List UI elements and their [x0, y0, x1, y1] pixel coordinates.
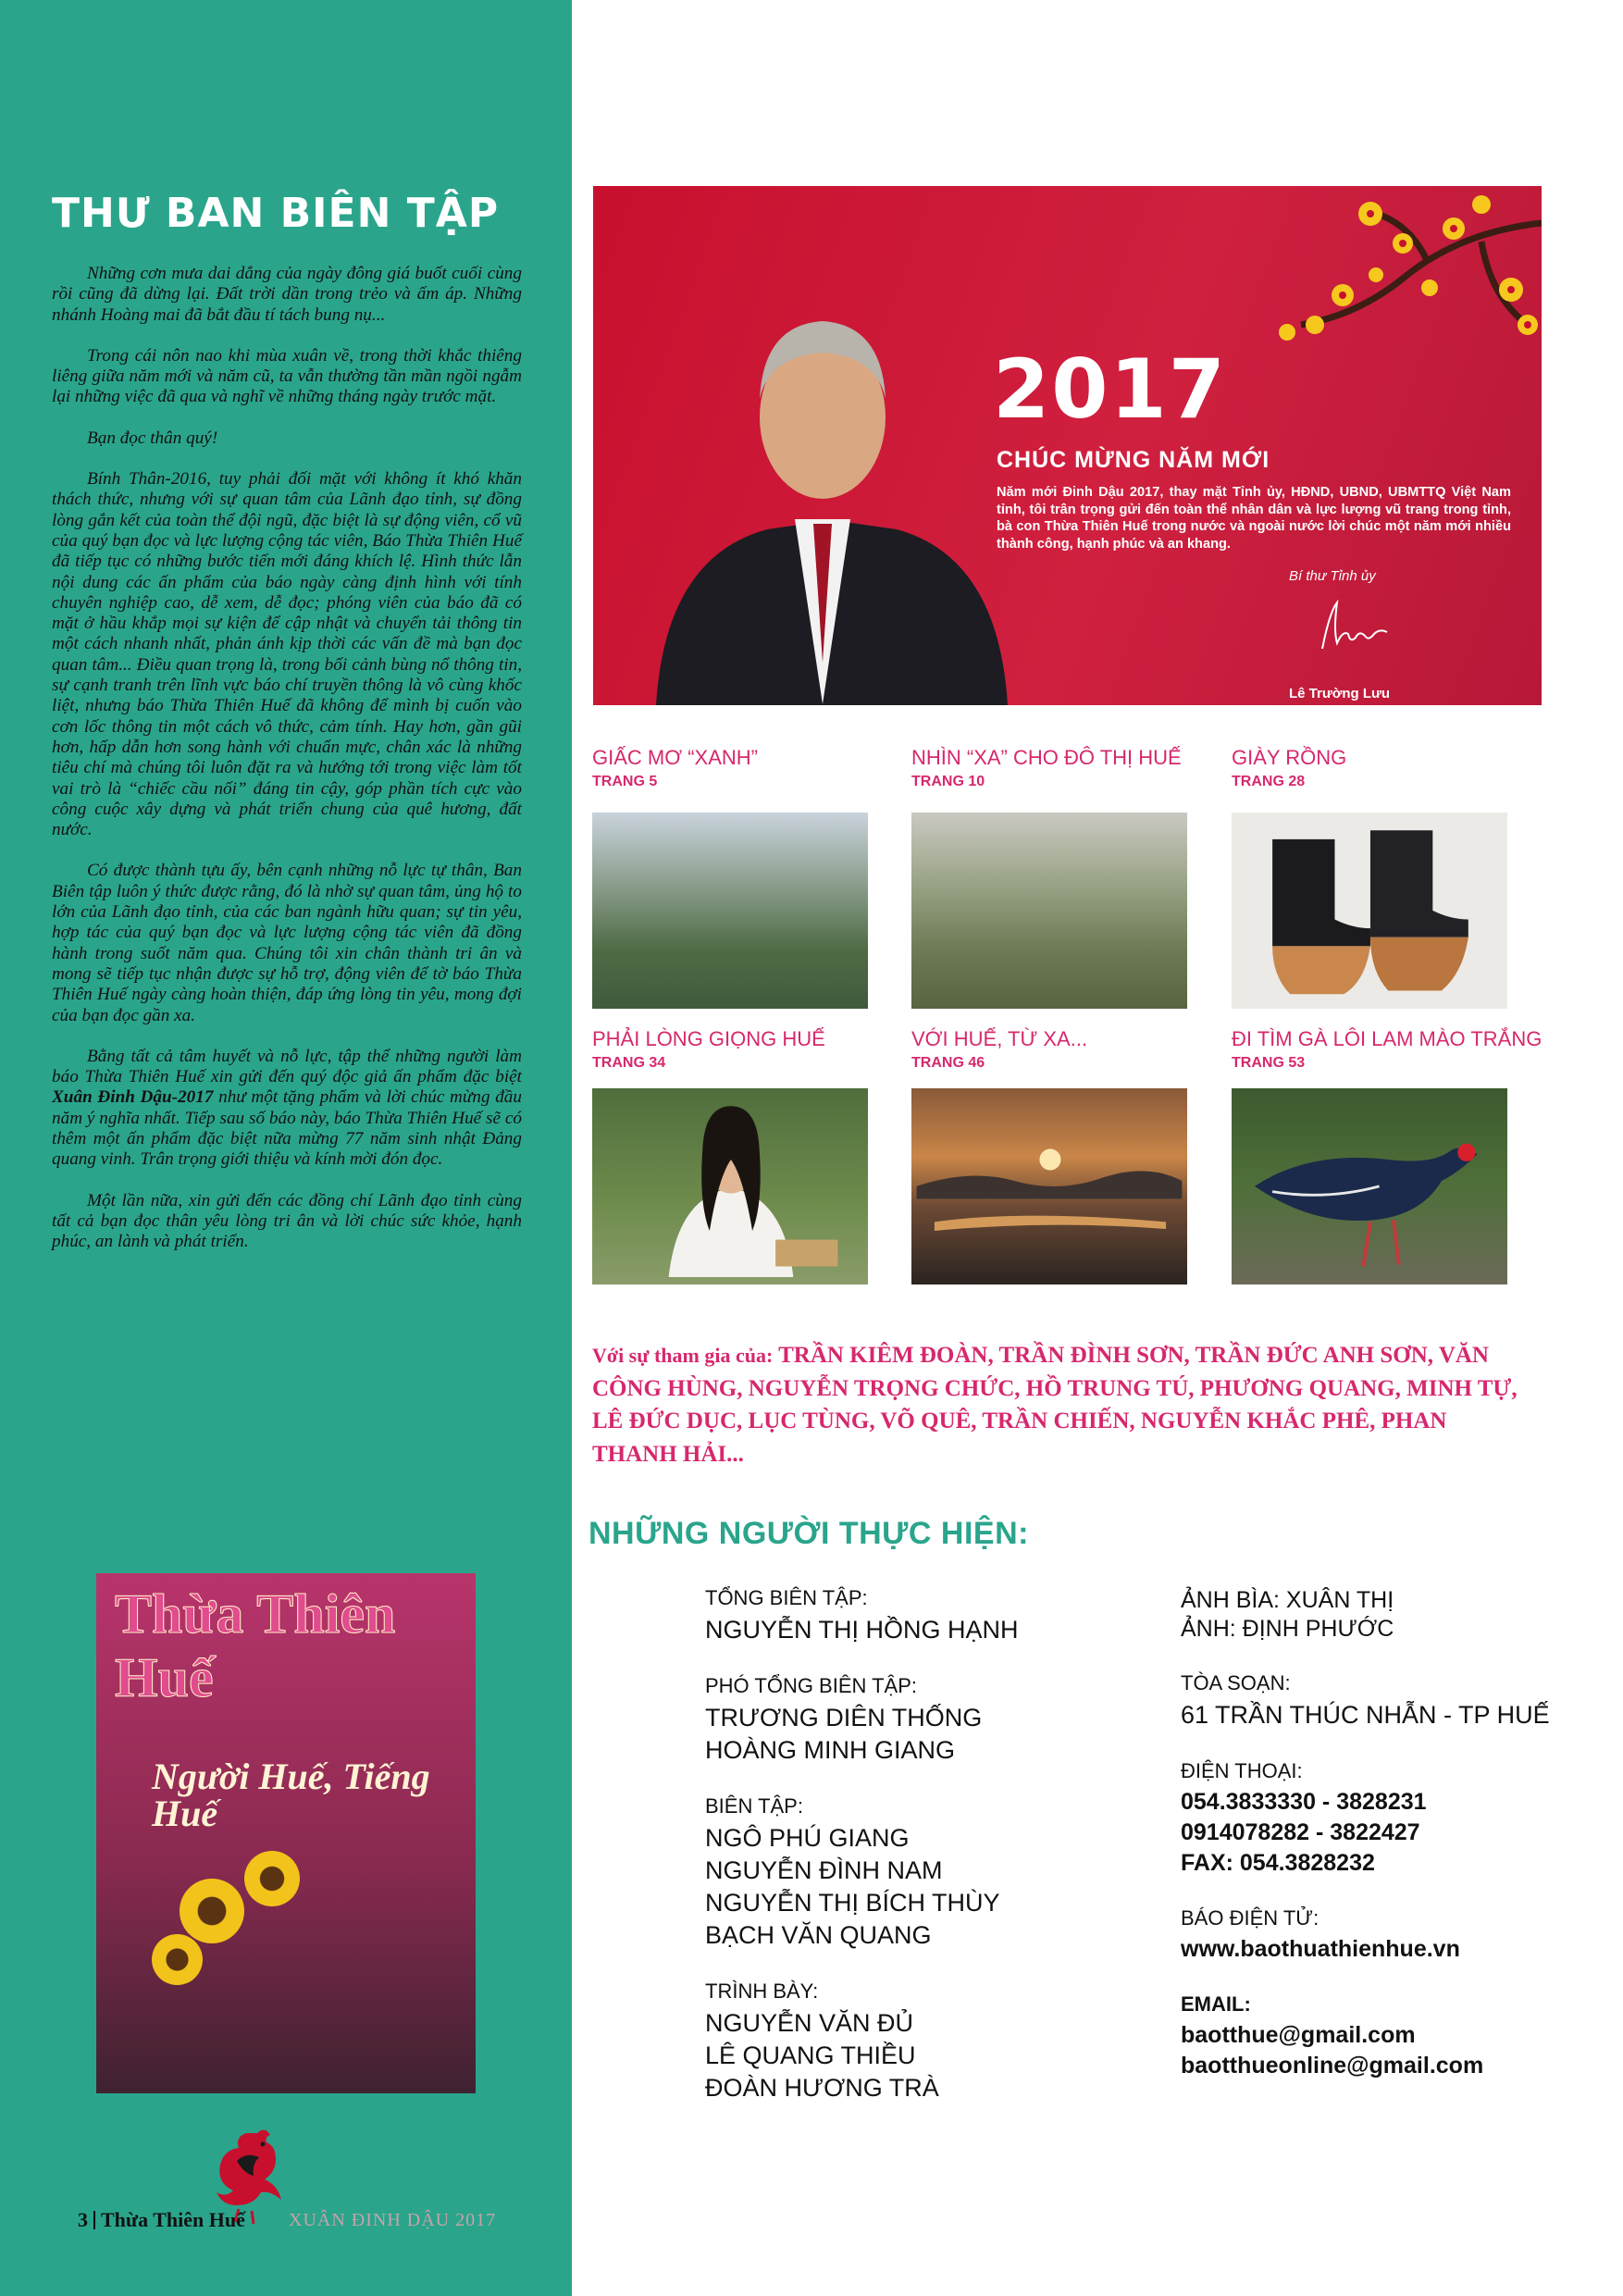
phone-number: 054.3833330 - 3828231	[1181, 1789, 1427, 1815]
letter-signoff: BAN BIÊN TẬP	[1385, 1525, 1551, 1553]
contents-title: GIẤC MƠ “XANH”	[592, 746, 758, 769]
credit-name: NGUYỄN VĂN ĐỦ	[705, 2009, 914, 2037]
letter-paragraph: Trong cái nôn nao khi mùa xuân về, trong thời khắc thiêng liêng giữa năm mới và năm cũ, ta vẫn thường tần mần ngồi ngẫm lại những việc đã qua và nghĩ về những tháng ngày trước mặt.	[52, 345, 522, 407]
footer-publication: Thừa Thiên Huế	[101, 2208, 245, 2231]
cover-masthead: Thừa Thiên Huế	[115, 1583, 396, 1708]
contributors-lead: Với sự tham gia của:	[592, 1344, 774, 1367]
dragon-shoes-photo	[1232, 813, 1507, 1009]
staff-left-column	[705, 1586, 1140, 2132]
credit-label: BÁO ĐIỆN TỬ:	[1181, 1906, 1319, 1930]
footer-issue: XUÂN ĐINH DẬU 2017	[289, 2210, 497, 2230]
letter-body	[52, 264, 522, 1272]
official-portrait	[628, 242, 1017, 705]
contents-item	[592, 1027, 825, 1072]
citadel-aerial-photo	[592, 813, 868, 1009]
apricot-blossom-graphic	[1148, 186, 1542, 491]
letter-paragraph: Một lần nữa, xin gửi đến các đồng chí Lãnh đạo tỉnh cùng tất cả bạn đọc thân yêu lòng tri ân và lời chúc sức khỏe, hạnh phúc, an lành và phát triển.	[52, 1190, 522, 1252]
credit-label: ĐIỆN THOẠI:	[1181, 1759, 1303, 1782]
credit-label: TRÌNH BÀY:	[705, 1980, 819, 2003]
cover-headline: Người Huế, Tiếng Huế	[152, 1756, 430, 1834]
letter-paragraph: Bạn đọc thân quý!	[87, 428, 218, 448]
credit-deputy-editors	[705, 1674, 1140, 1767]
credit-name: TRƯƠNG DIÊN THỐNG	[705, 1704, 983, 1731]
contents-page: TRANG 5	[592, 774, 658, 789]
credit-label: EMAIL:	[1181, 1992, 1251, 2016]
credit-photos	[1181, 1586, 1588, 1644]
website-url: www.baothuathienhue.vn	[1181, 1936, 1460, 1962]
credit-label: BIÊN TẬP:	[705, 1794, 803, 1818]
credit-label: TÒA SOẠN:	[1181, 1671, 1291, 1694]
letter-title: THƯ BAN BIÊN TẬP	[52, 190, 500, 237]
letter-paragraph: Có được thành tựu ấy, bên cạnh những nỗ lực tự thân, Ban Biên tập luôn ý thức được rằng, đó là nhờ sự quan tâm, ủng hộ to lớn của Lãnh đạo tỉnh, của các ban ngành hữu quan; sự tin yêu, hợp tác của quý bạn đọc và lực lượng cộng tác viên đã đồng hành trong suốt năm qua. Chúng tôi xin chân thành tri ân và mong sẽ tiếp tục nhận được sự hỗ trợ, động viên để tờ báo Thừa Thiên Huế ngày càng hoàn thiện, đáp ứng lòng tin yêu, mong đợi của bạn đọc gần xa.	[52, 861, 522, 1025]
banner-year: 2017	[993, 341, 1227, 437]
staff-right-column	[1181, 1586, 1588, 2109]
credit-editors	[705, 1794, 1140, 1952]
credit-cover-photo: ẢNH BÌA: XUÂN THỊ	[1181, 1587, 1394, 1613]
new-year-banner	[593, 186, 1542, 705]
credit-name: NGÔ PHÚ GIANG	[705, 1824, 910, 1852]
contributors	[592, 1339, 1536, 1471]
banner-message: Năm mới Đinh Dậu 2017, thay mặt Tỉnh ủy, HĐND, UBND, UBMTTQ Việt Nam tỉnh, tôi trân trọng gửi đến toàn thể nhân dân và lực lượng vũ trang trong tỉnh, bà con Thừa Thiên Huế trong nước và ngoài nước lời chúc một năm mới nhiều thành công, hạnh phúc và an khang.	[997, 485, 1511, 552]
contents-page: TRANG 28	[1232, 774, 1306, 789]
letter-paragraph: Những cơn mưa dai dẳng của ngày đông giá buốt cuối cùng rồi cũng đã dừng lại. Đất trời dần trong trẻo và ấm áp. Những nhánh Hoàng mai đã bắt đầu tí tách bung nụ...	[52, 264, 522, 325]
credit-name: NGUYỄN ĐÌNH NAM	[705, 1856, 943, 1884]
issue-name: Xuân Đinh Dậu-2017	[52, 1087, 214, 1108]
credit-website	[1181, 1906, 1588, 1965]
signer-name: Lê Trường Lưu	[1289, 686, 1391, 701]
contents-page: TRANG 10	[911, 774, 985, 789]
river-sunset-photo	[911, 1088, 1187, 1285]
contents-item	[911, 1027, 1087, 1072]
credit-label: PHÓ TỔNG BIÊN TẬP:	[705, 1674, 918, 1697]
contributors-names: TRẦN KIÊM ĐOÀN, TRẦN ĐÌNH SƠN, TRẦN ĐỨC ANH SƠN, VĂN CÔNG HÙNG, NGUYỄN TRỌNG CHỨC, HỒ TRUNG TÚ, PHƯƠNG QUANG, MINH TỰ, LÊ ĐỨC DỤC, LỤC TÙNG, VÕ QUÊ, TRẦN CHIẾN, NGUYỄN KHẮC PHÊ, PHAN THANH HẢI...	[592, 1343, 1518, 1467]
sunflower-graphic	[180, 1879, 244, 1943]
contents-title: GIÀY RỒNG	[1232, 746, 1347, 769]
contents-page: TRANG 46	[911, 1055, 985, 1071]
contents-page: TRANG 53	[1232, 1055, 1306, 1071]
credit-editor-in-chief	[705, 1586, 1140, 1646]
contents-title: NHÌN “XA” CHO ĐÔ THỊ HUẾ	[911, 746, 1182, 769]
city-aerial-photo	[911, 813, 1187, 1009]
letter-paragraph: Bằng tất cả tâm huyết và nỗ lực, tập thể những người làm báo Thừa Thiên Huế xin gửi đến quý độc giả ấn phẩm đặc biệt Xuân Đinh Dậu-2017 như một tặng phẩm và lời chúc mừng đầu năm ý nghĩa nhất. Tiếp sau số báo này, báo Thừa Thiên Huế sẽ có thêm một ấn phẩm đặc biệt nữa mừng 77 năm sinh nhật Đảng quang vinh. Trân trọng giới thiệu và kính mời đón đọc.	[52, 1046, 522, 1170]
contents-page: TRANG 34	[592, 1055, 666, 1071]
credit-phone	[1181, 1759, 1588, 1879]
staff-heading: NHỮNG NGƯỜI THỰC HIỆN:	[588, 1516, 1029, 1551]
credit-email	[1181, 1992, 1588, 2081]
office-address: 61 TRẦN THÚC NHẪN - TP HUẾ	[1181, 1701, 1550, 1729]
credit-label: TỔNG BIÊN TẬP:	[705, 1586, 868, 1609]
email-address: baotthue@gmail.com	[1181, 2022, 1416, 2048]
email-address: baotthueonline@gmail.com	[1181, 2053, 1484, 2079]
sunflower-graphic	[244, 1851, 300, 1906]
page-number: 3	[78, 2208, 88, 2231]
contents-item	[911, 746, 1182, 790]
banner-greeting: CHÚC MỪNG NĂM MỚI	[997, 447, 1270, 473]
contents-title: ĐI TÌM GÀ LÔI LAM MÀO TRẮNG	[1232, 1027, 1542, 1050]
handwritten-signature	[1317, 593, 1391, 658]
credit-name: LÊ QUANG THIỀU	[705, 2042, 916, 2069]
sunflower-graphic	[152, 1934, 203, 1985]
signer-role: Bí thư Tỉnh ủy	[1289, 568, 1376, 584]
contents-title: VỚI HUẾ, TỪ XA...	[911, 1027, 1088, 1050]
fax-number: FAX: 054.3828232	[1181, 1850, 1375, 1876]
contents-item	[592, 746, 758, 790]
credit-office	[1181, 1671, 1588, 1731]
pheasant-photo	[1232, 1088, 1507, 1285]
letter-paragraph: Bính Thân-2016, tuy phải đối mặt với không ít khó khăn thách thức, nhưng với sự quan tâm của Lãnh đạo tỉnh, sự đồng lòng gắn kết của toàn thể đội ngũ, đặc biệt là sự động viên, cổ vũ của quý bạn đọc và lực lượng cộng tác viên, Báo Thừa Thiên Huế đã tiếp tục có những bước tiến mới đáng khích lệ. Hình thức lẫn nội dung các ấn phẩm của báo ngày càng định hình với tính chuyên nghiệp cao, dễ xem, dễ đọc; phóng viên của báo đã có mặt ở hầu khắp mọi sự kiện để cập nhật và chuyển tải thông tin một cách nhanh nhất, phản ánh kịp thời các vấn đề mà bạn đọc quan tâm... Điều quan trọng là, trong bối cảnh bùng nổ thông tin, sự cạnh tranh trên lĩnh vực báo chí truyền thông là vô cùng khốc liệt, nhưng báo Thừa Thiên Huế đã không để mình bị cuốn vào cơn lốc thông tin một cách vô thức, cảm tính. Hay hơn, gần gũi hơn, hấp dẫn hơn song hành với chuẩn mực, chân xác là những tiêu chí mà chúng tôi luôn đặt ra và hướng tới trong việc làm tốt vai trò là “chiếc cầu nối” đáng tin cậy, góp phần tích cực vào công cuộc xây dựng và phát triển chung của quê hương, đất nước.	[52, 469, 522, 840]
magazine-cover	[96, 1573, 476, 2093]
contents-title: PHẢI LÒNG GIỌNG HUẾ	[592, 1027, 825, 1050]
credit-designers	[705, 1980, 1140, 2104]
credit-name: NGUYỄN THỊ BÍCH THÙY	[705, 1889, 1000, 1917]
credit-name: BẠCH VĂN QUANG	[705, 1921, 932, 1949]
page-footer	[78, 2208, 245, 2232]
credit-name: ĐOÀN HƯƠNG TRÀ	[705, 2074, 939, 2102]
credit-name: NGUYỄN THỊ HỒNG HẠNH	[705, 1616, 1019, 1644]
ao-dai-portrait-photo	[592, 1088, 868, 1285]
phone-number: 0914078282 - 3822427	[1181, 1819, 1420, 1845]
credit-photographer: ẢNH: ĐỊNH PHƯỚC	[1181, 1616, 1394, 1642]
contents-item	[1232, 746, 1346, 790]
contents-item	[1232, 1027, 1542, 1072]
credit-name: HOÀNG MINH GIANG	[705, 1736, 956, 1764]
